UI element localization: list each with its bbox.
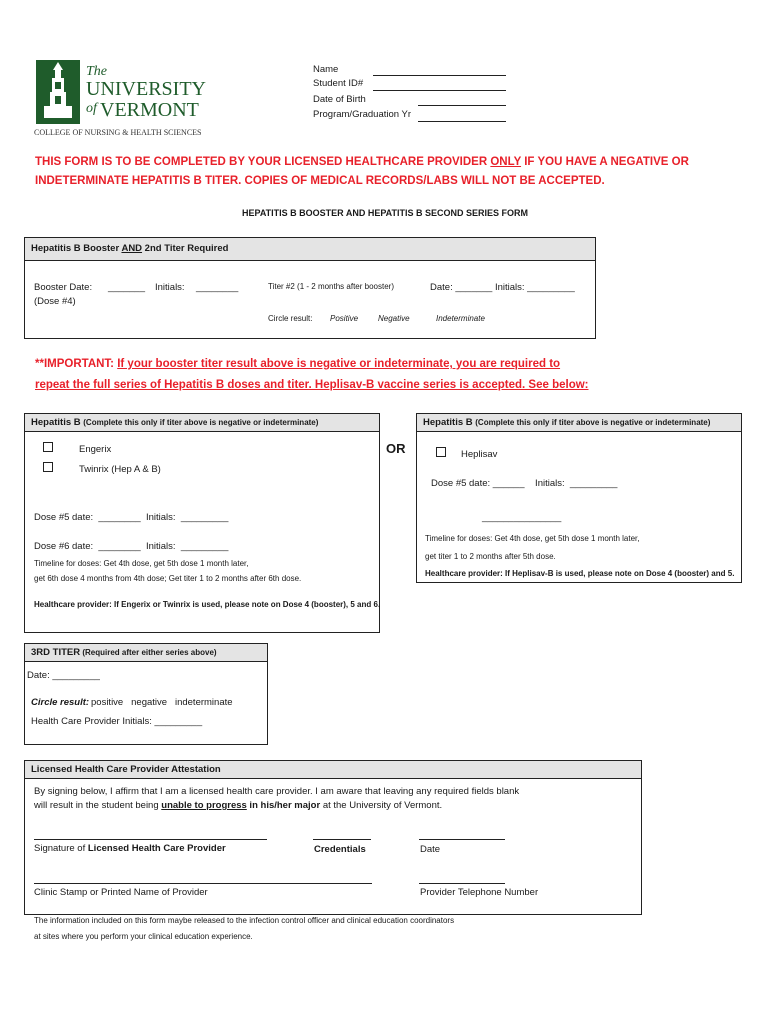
attestation-text-2: will result in the student being unable to progress in his/her major at the University of Vermont. [34, 800, 443, 811]
left-series-header: Hepatitis B (Complete this only if titer above is negative or indeterminate) [25, 414, 379, 432]
engerix-checkbox[interactable] [43, 442, 53, 452]
name-field[interactable] [418, 105, 506, 106]
footer-line-2: at sites where you perform your clinical education experience. [34, 932, 253, 941]
twinrix-label: Twinrix (Hep A & B) [79, 464, 161, 475]
left-dose5[interactable]: Dose #5 date: ________ Initials: _________ [34, 512, 229, 523]
right-timeline-2: get titer 1 to 2 months after 5th dose. [425, 552, 556, 561]
logo-vermont: VERMONT [100, 99, 199, 121]
left-provider-note: Healthcare provider: If Engerix or Twinrix is used, please note on Dose 4 (booster), 5 and 6. [34, 600, 381, 609]
right-dose5[interactable]: Dose #5 date: ______ Initials: _________ [431, 478, 618, 489]
booster-initials-field[interactable]: ________ [196, 282, 239, 293]
attestation-header: Licensed Health Care Provider Attestation [25, 761, 641, 779]
student-id-label: Student ID# [313, 78, 364, 89]
left-timeline-2: get 6th dose 4 months from 4th dose; Get titer 1 to 2 months after 6th dose. [34, 574, 302, 583]
engerix-twinrix-section [24, 413, 380, 633]
third-titer-results[interactable]: positive negative indeterminate [91, 697, 233, 708]
result-indeterminate[interactable]: Indeterminate [436, 314, 485, 323]
heplisav-label: Heplisav [461, 449, 498, 460]
credentials-label: Credentials [314, 844, 366, 855]
booster-date-field[interactable]: _______ [108, 282, 145, 293]
name-label: Name [313, 64, 339, 75]
important-line-2: repeat the full series of Hepatitis B doses and titer. Heplisav-B vaccine series is accepted. See below: [35, 379, 589, 391]
attestation-section [24, 760, 642, 915]
right-blank-line[interactable]: _______________ [482, 512, 562, 523]
booster-header: Hepatitis B Booster AND 2nd Titer Required [25, 238, 595, 261]
college-name: COLLEGE OF NURSING & HEALTH SCIENCES [34, 128, 202, 137]
university-logo [36, 60, 206, 125]
booster-date-label: Booster Date: [34, 282, 93, 293]
heplisav-checkbox[interactable] [436, 447, 446, 457]
logo-of: of [86, 101, 97, 116]
left-timeline-1: Timeline for doses: Get 4th dose, get 5th dose 1 month later, [34, 559, 249, 568]
important-line-1: **IMPORTANT: If your booster titer result above is negative or indeterminate, you are required to [35, 358, 561, 370]
logo-the: The [86, 64, 107, 79]
notice-line-2: INDETERMINATE HEPATITIS B TITER. COPIES OF MEDICAL RECORDS/LABS WILL NOT BE ACCEPTED. [35, 175, 605, 187]
clinic-stamp-line[interactable] [34, 883, 372, 884]
result-negative[interactable]: Negative [378, 314, 410, 323]
clinic-stamp-label: Clinic Stamp or Printed Name of Provider [34, 887, 208, 898]
program-label: Program/Graduation Yr [313, 109, 412, 120]
booster-section [24, 237, 596, 339]
titer2-date-initials[interactable]: Date: _______ Initials: _________ [430, 282, 575, 293]
signature-line[interactable] [34, 839, 267, 840]
dob-label: Date of Birth [313, 94, 366, 105]
heplisav-section [416, 413, 742, 583]
signature-label: Signature of Licensed Health Care Provider [34, 843, 226, 854]
left-dose6[interactable]: Dose #6 date: ________ Initials: _________ [34, 541, 229, 552]
phone-label: Provider Telephone Number [420, 887, 539, 898]
notice-line-1: THIS FORM IS TO BE COMPLETED BY YOUR LICENSED HEALTHCARE PROVIDER ONLY IF YOU HAVE A NEGATIVE OR [35, 156, 689, 168]
dose4-label: (Dose #4) [34, 296, 76, 307]
result-positive[interactable]: Positive [330, 314, 359, 323]
date-label: Date [420, 844, 441, 855]
third-titer-header: 3RD TITER (Required after either series above) [25, 644, 267, 662]
third-titer-provider-initials[interactable]: Health Care Provider Initials: _________ [31, 716, 203, 727]
right-timeline-1: Timeline for doses: Get 4th dose, get 5th dose 1 month later, [425, 534, 640, 543]
right-provider-note: Healthcare provider: If Heplisav-B is used, please note on Dose 4 (booster) and 5. [425, 569, 735, 578]
date-line[interactable] [419, 839, 505, 840]
form-title: HEPATITIS B BOOSTER AND HEPATITIS B SECOND SERIES FORM [241, 208, 529, 218]
attestation-text-1: By signing below, I affirm that I am a licensed health care provider. I am aware that leaving any required fields blank [34, 786, 520, 797]
right-series-header: Hepatitis B (Complete this only if titer above is negative or indeterminate) [417, 414, 741, 432]
dob-field[interactable] [373, 90, 506, 91]
third-titer-date[interactable]: Date: _________ [27, 670, 100, 681]
logo-university: UNIVERSITY [86, 78, 206, 100]
engerix-label: Engerix [79, 444, 112, 455]
phone-line[interactable] [419, 883, 505, 884]
logo-tower-icon [36, 60, 80, 124]
circle-result-label: Circle result: [268, 314, 313, 323]
third-titer-circle-label: Circle result: [31, 697, 90, 708]
credentials-line[interactable] [313, 839, 371, 840]
titer2-label: Titer #2 (1 - 2 months after booster) [268, 282, 394, 291]
twinrix-checkbox[interactable] [43, 462, 53, 472]
or-label: OR [386, 441, 406, 456]
third-titer-section [24, 643, 268, 745]
program-field[interactable] [418, 121, 506, 122]
footer-line-1: The information included on this form maybe released to the infection control officer and clinical education coordinators [34, 916, 455, 925]
booster-initials-label: Initials: [155, 282, 185, 293]
student-id-field[interactable] [373, 75, 506, 76]
